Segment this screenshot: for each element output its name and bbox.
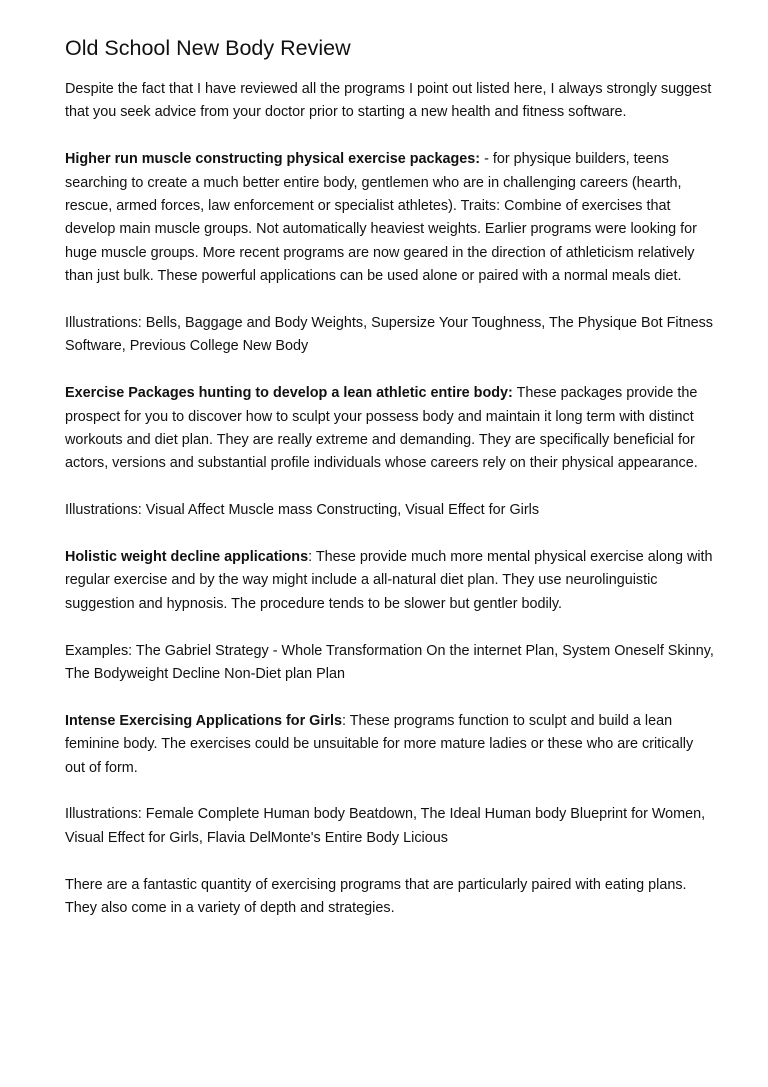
section-heading: Higher run muscle constructing physical exercise packages:: [65, 151, 481, 168]
page-title: Old School New Body Review: [65, 36, 351, 60]
section-body: : These provide much more mental physical exercise along with regular exercise and by the way might include a all-natural diet plan. They use neurolinguistic suggestion and hypnosis. The procedure tends to be slower but gentler bodily.: [65, 549, 713, 612]
section-lean-athletic: [65, 382, 715, 476]
section-girls: [65, 710, 715, 780]
section-heading: Intense Exercising Applications for Girls: [65, 712, 342, 729]
examples-holistic: Examples: The Gabriel Strategy - Whole Transformation On the internet Plan, System Oneself Skinny, The Bodyweight Decline Non-Diet plan Plan: [65, 642, 714, 683]
section-holistic: [65, 546, 715, 616]
examples-lean-athletic: Illustrations: Visual Affect Muscle mass Constructing, Visual Effect for Girls: [65, 502, 540, 519]
section-body: : These programs function to sculpt and build a lean feminine body. The exercises could be unsuitable for more mature ladies or these who are critically out of form.: [65, 712, 694, 776]
examples-muscle-building: Illustrations: Bells, Baggage and Body Weights, Supersize Your Toughness, The Physique Bot Fitness Software, Previous College New Body: [65, 315, 713, 355]
intro-paragraph: Despite the fact that I have reviewed all the programs I point out listed here, I always strongly suggest that you seek advice from your doctor prior to starting a new health and fitness software.: [65, 81, 712, 121]
closing-paragraph: There are a fantastic quantity of exercising programs that are particularly paired with eating plans. They also come in a variety of depth and strategies.: [65, 876, 687, 917]
section-body: These packages provide the prospect for you to discover how to sculpt your possess body and maintain it long term with distinct workouts and diet plan. They are really extreme and demanding. They are specifically beneficial for actors, versions and substantial profile individuals whose careers rely on their physical appearance.: [65, 385, 698, 472]
section-heading: Exercise Packages hunting to develop a lean athletic entire body:: [65, 385, 513, 402]
section-muscle-building: [65, 148, 715, 288]
section-body: - for physique builders, teens searching to create a much better entire body, gentlemen who are in challenging careers (hearth, rescue, armed forces, law enforcement or specialist athletes). Traits: Combine of exercises that develop main muscle groups. Not automatically heaviest weights. Earlier programs were looking for huge muscle groups. More recent programs are now geared in the direction of athleticism relatively than just bulk. These powerful applications can be used alone or paired with a normal meals diet.: [65, 151, 697, 285]
section-heading: Holistic weight decline applications: [65, 549, 309, 566]
examples-girls: Illustrations: Female Complete Human body Beatdown, The Ideal Human body Blueprint for Women, Visual Effect for Girls, Flavia DelMonte's Entire Body Licious: [65, 806, 706, 846]
document-page: [65, 32, 715, 944]
